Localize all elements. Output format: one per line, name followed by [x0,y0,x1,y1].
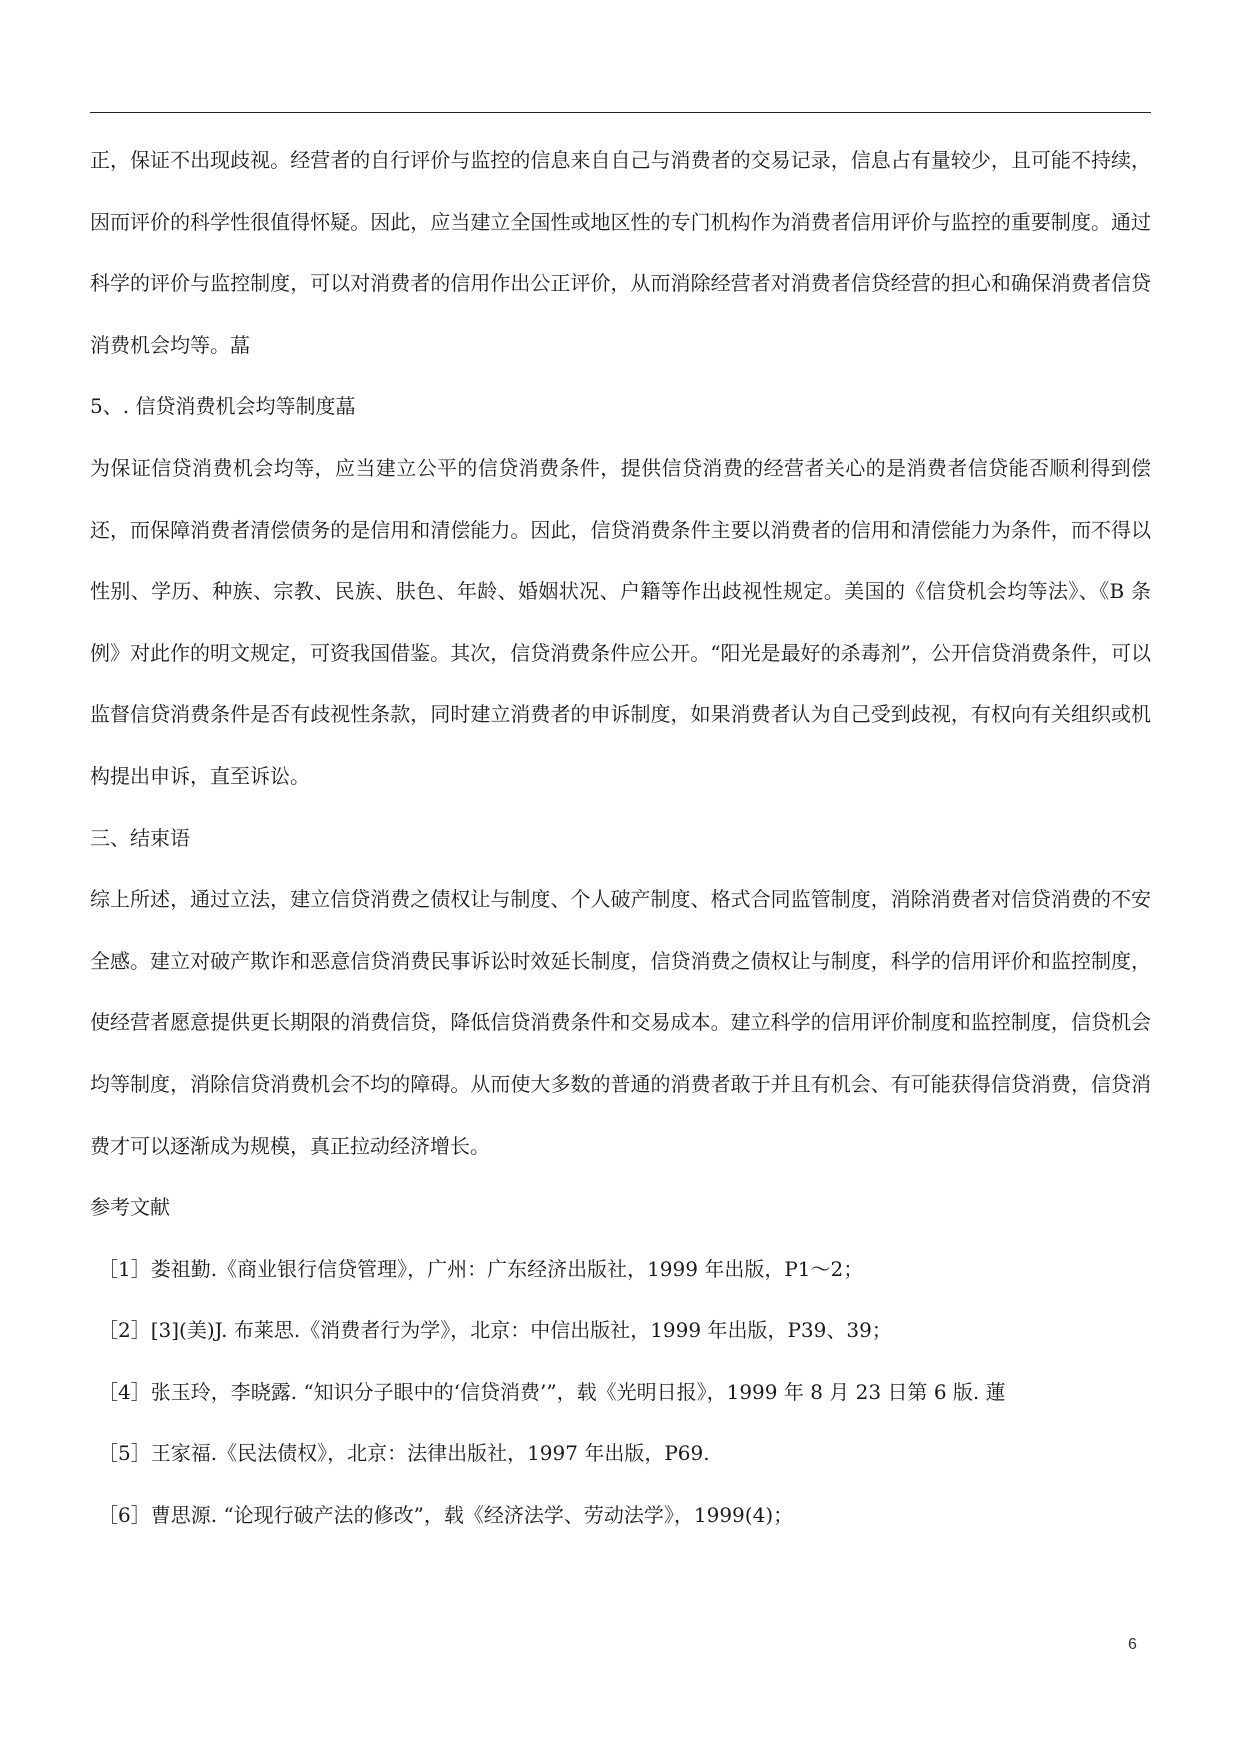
reference-item: ［4］张玉玲，李晓露. “知识分子眼中的‘信贷消费’”，载《光明日报》，1999 年 8 月 23 日第 6 版. 蓮 [98,1379,1006,1404]
reference-item: ［1］娄祖勤.《商业银行信贷管理》，广州：广东经济出版社，1999 年出版，P1～2； [98,1256,864,1281]
document-body [90,130,1151,1547]
paragraph-credit-evaluation: 正，保证不出现歧视。经营者的自行评价与监控的信息来自自己与消费者的交易记录，信息占有量较少，且可能不持续，因而评价的科学性很值得怀疑。因此，应当建立全国性或地区性的专门机构作为消费者信用评价与监控的重要制度。通过科学的评价与监控制度，可以对消费者的信用作出公正评价，从而消除经营者对消费者信贷经营的担心和确保消费者信贷消费机会均等。蕌 [90,148,1151,357]
reference-item: ［6］曹思源. “论现行破产法的修改”，载《经济法学、劳动法学》，1999(4)； [98,1503,794,1528]
references-heading: 参考文献 [90,1195,170,1220]
paragraph-equal-opportunity: 为保证信贷消费机会均等，应当建立公平的信贷消费条件，提供信贷消费的经营者关心的是消费者信贷能否顺利得到偿还，而保障消费者清偿债务的是信用和清偿能力。因此，信贷消费条件主要以消费者的信用和清偿能力为条件，而不得以性别、学历、种族、宗教、民族、肤色、年龄、婚姻状况、户籍等作出歧视性规定。美国的《信贷机会均等法》、《B 条例》对此作的明文规定，可资我国借鉴。其次，信贷消费条件应公开。“阳光是最好的杀毒剂”，公开信贷消费条件，可以监督信贷消费条件是否有歧视性条款，同时建立消费者的申诉制度，如果消费者认为自己受到歧视，有权向有关组织或机构提出申诉，直至诉讼。 [90,455,1151,788]
reference-item: ［5］王家福.《民法债权》，北京：法律出版社，1997 年出版，P69. [98,1441,710,1466]
page-number: 6 [1128,1636,1137,1653]
section-heading-conclusion: 三、结束语 [90,825,190,850]
references-list [90,1239,1151,1547]
reference-item: ［2］[3](美)J. 布莱思.《消费者行为学》，北京：中信出版社，1999 年出版，P39、39； [98,1318,892,1343]
header-rule [90,112,1151,113]
section-heading-equal-opportunity: 5、. 信贷消费机会均等制度蕌 [90,394,356,419]
paragraph-conclusion: 综上所述，通过立法，建立信贷消费之债权让与制度、个人破产制度、格式合同监管制度，消除消费者对信贷消费的不安全感。建立对破产欺诈和恶意信贷消费民事诉讼时效延长制度，信贷消费之债权让与制度，科学的信用评价和监控制度，使经营者愿意提供更长期限的消费信贷，降低信贷消费条件和交易成本。建立科学的信用评价制度和监控制度，信贷机会均等制度，消除信贷消费机会不均的障碍。从而使大多数的普通的消费者敢于并且有机会、有可能获得信贷消费，信贷消费才可以逐渐成为规模，真正拉动经济增长。 [90,887,1151,1158]
